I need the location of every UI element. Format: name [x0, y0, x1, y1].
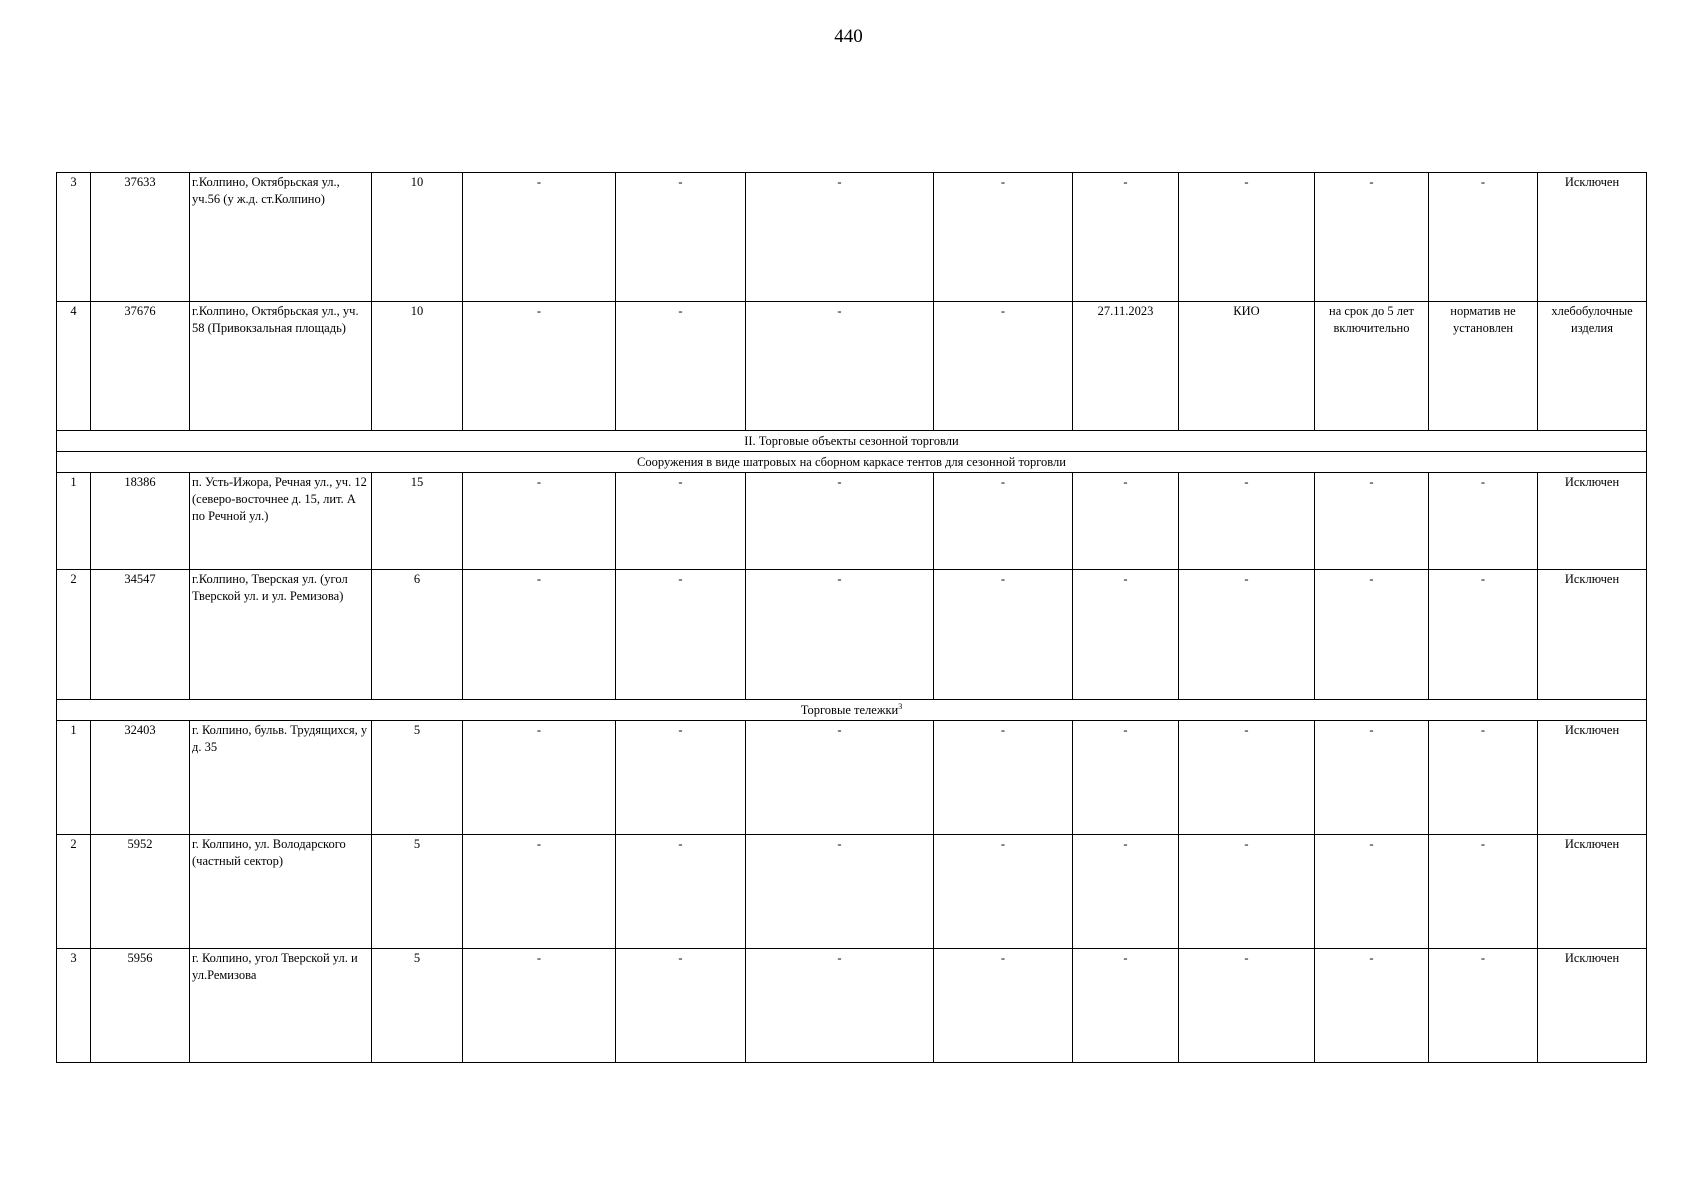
- cell-12: -: [1429, 835, 1538, 949]
- object-area: 6: [372, 570, 463, 700]
- cell-5: -: [463, 721, 616, 835]
- table-row: [57, 473, 1647, 570]
- cell-6: -: [616, 570, 746, 700]
- cell-6: -: [616, 302, 746, 431]
- cell-5: -: [463, 173, 616, 302]
- object-address: г. Колпино, угол Тверской ул. и ул.Ремизова: [190, 949, 372, 1063]
- cell-5: -: [463, 570, 616, 700]
- subsection-title-carts: [57, 700, 1647, 721]
- cell-6: -: [616, 721, 746, 835]
- organization: КИО: [1179, 302, 1315, 431]
- page-number: 440: [834, 26, 863, 47]
- object-status: Исключен: [1538, 173, 1647, 302]
- table-row: [57, 949, 1647, 1063]
- subsection-header: [57, 700, 1647, 721]
- cell-5: -: [463, 949, 616, 1063]
- cell-9: -: [1073, 721, 1179, 835]
- row-number: 1: [57, 721, 91, 835]
- object-id: 32403: [91, 721, 190, 835]
- section-title: II. Торговые объекты сезонной торговли: [57, 431, 1647, 452]
- cell-5: -: [463, 835, 616, 949]
- subsection-title-tents: Сооружения в виде шатровых на сборном каркасе тентов для сезонной торговли: [57, 452, 1647, 473]
- object-status: Исключен: [1538, 721, 1647, 835]
- cell-12: -: [1429, 173, 1538, 302]
- object-area: 10: [372, 302, 463, 431]
- cell-11: -: [1315, 173, 1429, 302]
- object-status: Исключен: [1538, 949, 1647, 1063]
- table-row: [57, 302, 1647, 431]
- cell-11: -: [1315, 721, 1429, 835]
- cell-11: -: [1315, 949, 1429, 1063]
- cell-12: -: [1429, 949, 1538, 1063]
- object-id: 37633: [91, 173, 190, 302]
- row-number: 1: [57, 473, 91, 570]
- object-area: 5: [372, 835, 463, 949]
- object-id: 34547: [91, 570, 190, 700]
- object-area: 10: [372, 173, 463, 302]
- table-row: [57, 173, 1647, 302]
- cell-8: -: [934, 835, 1073, 949]
- cell-8: -: [934, 949, 1073, 1063]
- cell-10: -: [1179, 949, 1315, 1063]
- cell-9: -: [1073, 173, 1179, 302]
- contract-date: 27.11.2023: [1073, 302, 1179, 431]
- cell-10: -: [1179, 473, 1315, 570]
- cell-8: -: [934, 570, 1073, 700]
- cell-6: -: [616, 835, 746, 949]
- object-address: п. Усть-Ижора, Речная ул., уч. 12 (северо-восточнее д. 15, лит. А по Речной ул.): [190, 473, 372, 570]
- object-id: 5956: [91, 949, 190, 1063]
- cell-6: -: [616, 473, 746, 570]
- object-id: 37676: [91, 302, 190, 431]
- subsection-header: [57, 452, 1647, 473]
- cell-7: -: [746, 173, 934, 302]
- cell-12: -: [1429, 721, 1538, 835]
- cell-11: -: [1315, 570, 1429, 700]
- cell-6: -: [616, 949, 746, 1063]
- object-address: г.Колпино, Октябрьская ул., уч. 58 (Привокзальная площадь): [190, 302, 372, 431]
- row-number: 4: [57, 302, 91, 431]
- cell-9: -: [1073, 835, 1179, 949]
- object-id: 5952: [91, 835, 190, 949]
- cell-12: -: [1429, 570, 1538, 700]
- row-number: 3: [57, 173, 91, 302]
- cell-7: -: [746, 570, 934, 700]
- object-area: 5: [372, 949, 463, 1063]
- row-number: 2: [57, 570, 91, 700]
- cell-7: -: [746, 835, 934, 949]
- cell-9: -: [1073, 473, 1179, 570]
- specialization: хлебобулочные изделия: [1538, 302, 1647, 431]
- object-address: г.Колпино, Октябрьская ул., уч.56 (у ж.д. ст.Колпино): [190, 173, 372, 302]
- object-status: Исключен: [1538, 835, 1647, 949]
- cell-5: -: [463, 473, 616, 570]
- table-row: [57, 835, 1647, 949]
- object-area: 15: [372, 473, 463, 570]
- cell-10: -: [1179, 173, 1315, 302]
- cell-7: -: [746, 721, 934, 835]
- term: на срок до 5 лет включительно: [1315, 302, 1429, 431]
- cell-8: -: [934, 721, 1073, 835]
- cell-10: -: [1179, 835, 1315, 949]
- cell-11: -: [1315, 835, 1429, 949]
- table-row: [57, 570, 1647, 700]
- object-id: 18386: [91, 473, 190, 570]
- cell-12: -: [1429, 473, 1538, 570]
- cell-8: -: [934, 302, 1073, 431]
- object-status: Исключен: [1538, 473, 1647, 570]
- object-address: г. Колпино, бульв. Трудящихся, у д. 35: [190, 721, 372, 835]
- cell-7: -: [746, 473, 934, 570]
- cell-9: -: [1073, 570, 1179, 700]
- footnote-mark: 3: [898, 701, 903, 711]
- subsection-title-carts-text: Торговые тележки: [800, 702, 899, 717]
- cell-8: -: [934, 473, 1073, 570]
- cell-6: -: [616, 173, 746, 302]
- cell-11: -: [1315, 473, 1429, 570]
- registry-table: [56, 172, 1647, 1063]
- cell-10: -: [1179, 721, 1315, 835]
- object-status: Исключен: [1538, 570, 1647, 700]
- object-address: г. Колпино, ул. Володарского (частный сектор): [190, 835, 372, 949]
- row-number: 3: [57, 949, 91, 1063]
- cell-9: -: [1073, 949, 1179, 1063]
- cell-5: -: [463, 302, 616, 431]
- cell-8: -: [934, 173, 1073, 302]
- table-row: [57, 721, 1647, 835]
- norm: норматив не установлен: [1429, 302, 1538, 431]
- row-number: 2: [57, 835, 91, 949]
- cell-10: -: [1179, 570, 1315, 700]
- object-area: 5: [372, 721, 463, 835]
- cell-7: -: [746, 302, 934, 431]
- object-address: г.Колпино, Тверская ул. (угол Тверской ул. и ул. Ремизова): [190, 570, 372, 700]
- section-header: [57, 431, 1647, 452]
- cell-7: -: [746, 949, 934, 1063]
